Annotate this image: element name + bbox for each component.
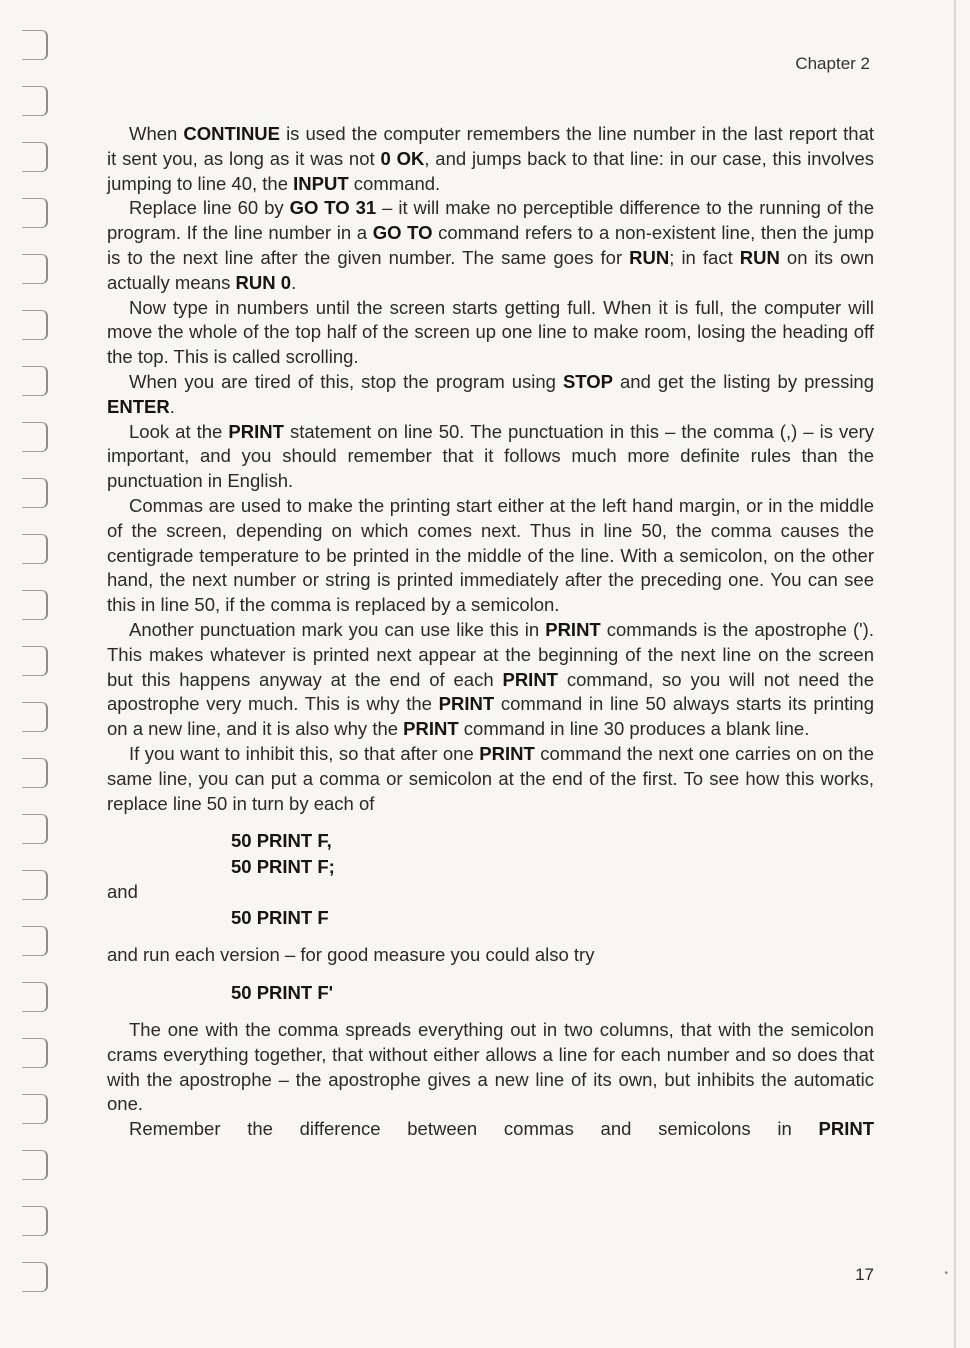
keyword: GO TO 31 [289,197,377,219]
binding-ring [22,926,48,956]
paragraph: Replace line 60 by GO TO 31 – it will make no perceptible difference to the running of the program. If the line number in a GO TO command refers to a non-existent line, then the jump is to the next line after the given number. The same goes for RUN; in fact RUN on its own actually means RUN 0. [107,197,875,293]
connector-text: and [107,881,138,903]
binding-ring [22,30,48,60]
keyword: PRINT [502,668,558,690]
keyword: RUN [739,246,780,268]
page-number: 17 [855,1265,874,1284]
paragraph: Now type in numbers until the screen starts getting full. When it is full, the computer will move the whole of the top half of the screen up one line to make room, losing the heading off the top. This is called scrolling. [107,296,874,368]
binding-ring [22,814,48,844]
binding-ring [22,1094,48,1124]
binding-ring [22,1262,48,1292]
binding-ring [22,758,48,788]
binding-ring [22,870,48,900]
page-edge [954,0,956,1348]
binding-ring [22,198,48,228]
paragraph: and run each version – for good measure you could also try [107,944,595,966]
binding-ring [22,982,48,1012]
keyword: PRINT [545,618,601,640]
binding-ring [22,254,48,284]
keyword: ENTER [107,395,170,417]
binding-ring [22,702,48,732]
paragraph: Another punctuation mark you can use like this in PRINT commands is the apostrophe ('). This makes whatever is printed next appear at the beginning of the next line on the screen but this happens anyway at the end of each PRINT command, so you will not need the apostrophe very much. This is why the PRINT command in line 50 always starts its printing on a new line, and it is also why the PRINT command in line 30 produces a blank line. [107,618,874,740]
speck: • [944,1268,948,1279]
keyword: 0 OK [380,147,425,169]
binding-ring [22,1038,48,1068]
keyword: PRINT [438,693,495,715]
code-line: 50 PRINT F; [231,856,335,878]
binding-ring [22,534,48,564]
code-line: 50 PRINT F' [231,981,334,1003]
binding-ring [22,310,48,340]
binding-ring [22,86,48,116]
binding-ring [22,142,48,172]
keyword: STOP [562,370,613,392]
paragraph: When you are tired of this, stop the program using STOP and get the listing by pressing ENTER. [107,370,875,417]
keyword: PRINT [228,420,284,442]
paragraph: The one with the comma spreads everything out in two columns, that with the semicolon crams everything together, that without either allows a line for each number and so does that with the apostrophe – the apostrophe gives a new line of its own, but inhibits the automatic one. [107,1018,874,1115]
binding-ring [22,1150,48,1180]
paragraph: Commas are used to make the printing start either at the left hand margin, or in the middle of the screen, depending on which comes next. Thus in line 50, the comma causes the centigrade temperature to be printed in the middle of the line. With a semicolon, on the other hand, the next number or string is printed immediately after the preceding one. You can see this in line 50, if the comma is replaced by a semicolon. [107,494,874,616]
paragraph: Remember the difference between commas and semicolons in PRINT [129,1118,874,1140]
keyword: RUN [629,246,670,268]
binding-ring [22,478,48,508]
keyword: RUN 0 [235,271,292,293]
binding-ring [22,646,48,676]
body-text [107,122,874,1142]
keyword: INPUT [293,172,349,194]
code-line: 50 PRINT F, [231,830,332,852]
binding-ring [22,366,48,396]
keyword: PRINT [403,718,459,740]
binding-ring [22,422,48,452]
binding-ring [22,590,48,620]
paragraph: If you want to inhibit this, so that after one PRINT command the next one carries on on the same line, you can put a comma or semicolon at the end of the first. To see how this works, replace line 50 in turn by each of [107,742,875,814]
keyword: CONTINUE [183,123,281,144]
paragraph: Look at the PRINT statement on line 50. The punctuation in this – the comma (,) – is very important, and you should remember that it follows much more definite rules than the punctuation in English. [107,420,874,492]
binding-ring [22,1206,48,1236]
chapter-header: Chapter 2 [795,54,870,73]
keyword: PRINT [479,742,535,764]
code-line: 50 PRINT F [231,907,329,929]
spiral-binding [22,30,52,1330]
keyword: PRINT [818,1118,874,1140]
paragraph: When CONTINUE is used the computer remembers the line number in the last report that it sent you, as long as it was not 0 OK, and jumps back to that line: in our case, this involves jumping to line 40, the INPUT command. [107,123,874,194]
keyword: GO TO [372,222,433,244]
